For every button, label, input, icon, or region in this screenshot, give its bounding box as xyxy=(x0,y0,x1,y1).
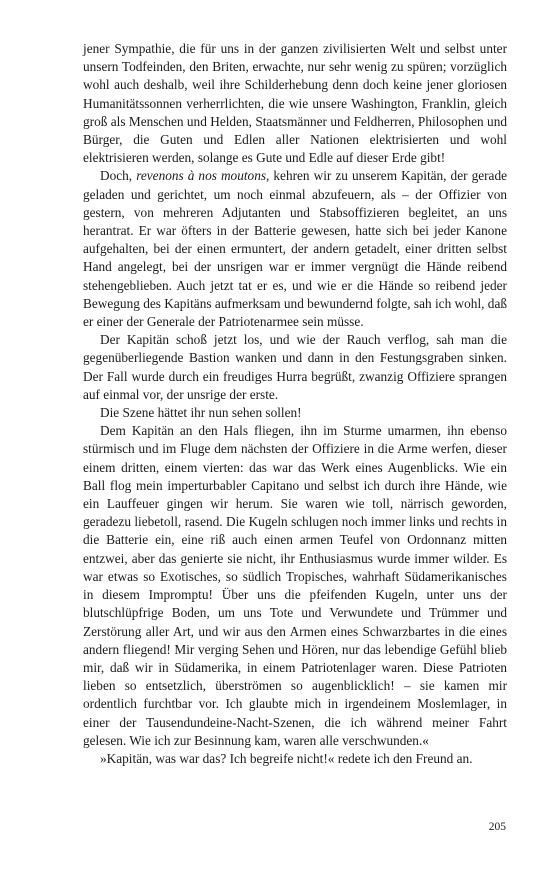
page-number: 205 xyxy=(488,821,506,833)
paragraph-1 xyxy=(83,40,507,167)
paragraph-2-text-b: kehren wir zu unserem Kapitän, der gerade geladen und gerichtet, um noch einmal abzufeuern, als – der Offizier von gestern, von mehreren Adjutanten und Stabsoffizieren begleitet, an uns herantrat. Er war öfters in der Batterie gewesen, hatte sich bei jeder Kanone aufgehalten, bei der einen ermuntert, der andern getadelt, einer dritten selbst Hand angelegt, bei der unsrigen war er immer vergnügt die Hände reibend stehengeblieben. Auch jetzt tat er es, und wie er die Hände so reibend jeder Bewegung des Kapitäns aufmerksam und bewundernd folgte, sah ich wohl, daß er einer der Generale der Patriotenarmee sein müsse. xyxy=(83,168,508,330)
paragraph-5 xyxy=(83,422,507,750)
paragraph-4 xyxy=(83,404,507,422)
paragraph-4-text: Die Szene hättet ihr nun sehen sollen! xyxy=(100,405,302,421)
paragraph-5-text: Dem Kapitän an den Hals fliegen, ihn im Sturme umarmen, ihn ebenso stürmisch und im Fluge dem nächsten der Offiziere in die Arme werfen, dieser einem dritten, einem vierten: das war das Werk eines Augenblicks. Wie ein Ball flog mein imperturbabler Capitano und selbst ich durch ihre Hände, wie ein Lauffeuer gingen wir herum. Sie waren wie toll, närrisch geworden, geradezu liebetoll, rasend. Die Kugeln schlugen noch immer links und rechts in die Batterie ein, eine riß auch einen armen Teufel von Ordonnanz mitten entzwei, aber das genierte sie nicht, ihr Enthusiasmus wurde immer wilder. Es war etwas so Exotisches, so südlich Tropisches, wahrhaft Südamerikanisches in diesem Impromptu! Über uns die pfeifenden Kugeln, unter uns der blutschlüpfrige Boden, um uns Tote und Verwundete und Trümmer und Zerstörung aller Art, und wir aus den Armen eines Schwarzbartes in die eines andern fliegend! Mir verging Sehen und Hören, nur das lebendige Gefühl blieb mir, daß wir in Südamerika, in einem Patriotenlager waren. Diese Patrioten lieben so entsetzlich, überströmen so augenblicklich! – sie kamen mir ordentlich furchtbar vor. Ich glaubte mich in irgendeinem Moslemlager, in einer der Tausendundeine-Nacht-Szenen, die ich während meiner Fahrt gelesen. Wie ich zur Besinnung kam, waren alle verschwunden.« xyxy=(83,423,507,748)
paragraph-2-text-a: Doch, xyxy=(100,168,137,184)
paragraph-3 xyxy=(83,331,507,404)
paragraph-6 xyxy=(83,750,507,768)
paragraph-3-text: Der Kapitän schoß jetzt los, und wie der Rauch verflog, sah man die gegenüberliegende Bastion wanken und dann in den Festungsgraben sinken. Der Fall wurde durch ein freudiges Hurra begrüßt, zwanzig Offiziere sprangen auf einmal vor, der unsrige der erste. xyxy=(83,332,507,402)
paragraph-2-italic-phrase: revenons à nos moutons, xyxy=(136,168,270,184)
paragraph-2 xyxy=(83,167,507,331)
paragraph-6-text: »Kapitän, was war das? Ich begreife nicht!« redete ich den Freund an. xyxy=(100,750,473,766)
body-text xyxy=(83,40,507,768)
paragraph-1-text: jener Sympathie, die für uns in der ganzen zivilisierten Welt und selbst unter unsern Todfeinden, den Briten, erwachte, nur sehr wenig zu spüren; vorzüglich wohl auch deshalb, weil ihre Schilderhebung denn doch keine jener gloriosen Humanitätssonnen verherrlichten, die wie unsere Washington, Franklin, gleich groß als Menschen und Helden, Staatsmänner und Feldherren, Philosophen und Bürger, die Guten und Edlen aller Nationen elektrisierten und wohl elektrisieren werden, solange es Gute und Edle auf dieser Erde gibt! xyxy=(83,41,507,166)
